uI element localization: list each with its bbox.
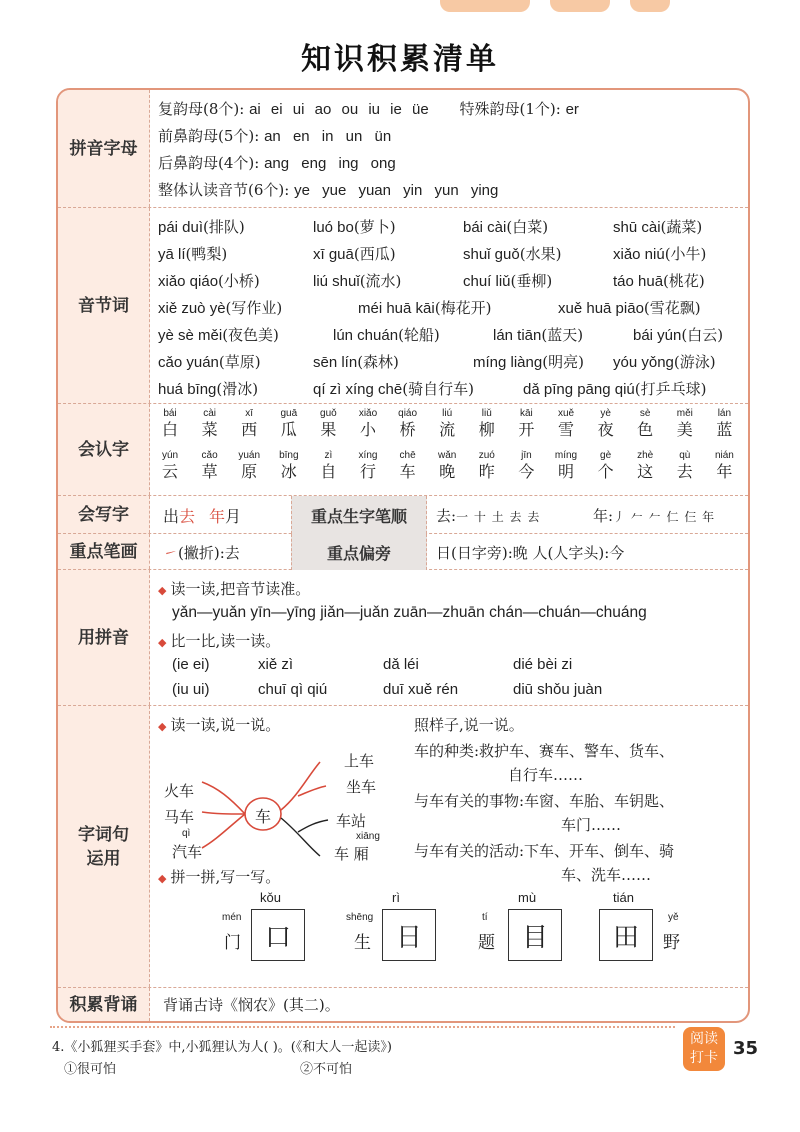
answer-option-1: ①很可怕 (64, 1062, 117, 1077)
char-glyph: 雪 (557, 420, 574, 439)
syllable-word: cǎo yuán(草原) (158, 353, 261, 371)
recognize-char (188, 408, 232, 440)
char-pinyin: tí (482, 912, 488, 923)
mindmap-pinyin: qì (182, 828, 191, 839)
char-pinyin: bīng (279, 450, 299, 461)
line-heading: 复韵母(8个): (158, 100, 245, 118)
char-pinyin: liǔ (481, 408, 492, 419)
syllable-word: shuǐ guǒ(水果) (463, 245, 562, 263)
char-pinyin: zhè (637, 450, 654, 461)
char-pinyin: yuán (238, 450, 261, 461)
recognize-char (584, 408, 628, 440)
char-pinyin: yún (161, 450, 179, 461)
badge-line-2: 打卡 (690, 1050, 718, 1066)
char-pinyin: chē (399, 450, 416, 461)
char-pinyin: qiáo (398, 408, 418, 419)
char-glyph: 原 (241, 462, 258, 481)
char-glyph: 蓝 (716, 420, 733, 439)
char-glyph: 白 (161, 420, 178, 439)
example-line: 与车有关的事物:车窗、车胎、车钥匙、 (414, 792, 675, 810)
example-line: 与车有关的活动:下车、开车、倒车、骑 (414, 842, 675, 860)
tile-pinyin: mù (518, 890, 537, 905)
char-pinyin: guǒ (320, 408, 337, 419)
compare-word: diū shǒu juàn (513, 681, 603, 698)
syllable-word: shū cài(蔬菜) (613, 218, 703, 236)
char-glyph: 个 (597, 462, 614, 481)
given-char: 门 (224, 933, 241, 953)
recognize-char (227, 408, 271, 440)
mindmap-right-word: 上车 (344, 752, 375, 770)
row-key-strokes (58, 534, 748, 570)
syllable-word: xuě huā piāo(雪花飘) (558, 299, 701, 317)
write-tile: 日 (382, 909, 436, 961)
syllable-word: huá bīng(滑冰) (158, 380, 259, 398)
syllable-word: xiě zuò yè(写作业) (158, 299, 283, 317)
row-label: 会认字 (58, 404, 150, 495)
char-glyph: 开 (518, 420, 535, 439)
example-line: 车、洗车…… (561, 866, 652, 884)
recognize-char (623, 450, 667, 482)
recognize-char (386, 450, 430, 482)
line-values: ye yue yuan yin yun ying (294, 182, 499, 199)
task-compare: ◆ 比一比,读一读。 (158, 632, 281, 650)
recognize-char (663, 450, 707, 482)
char-glyph: 草 (201, 462, 218, 481)
char-pinyin: kāi (519, 408, 533, 419)
label-line-1: 字词句 (78, 824, 129, 845)
char-pinyin: gè (600, 450, 612, 461)
row-syllable-words (58, 208, 748, 404)
char-glyph: 昨 (478, 462, 495, 481)
task-read-say: ◆ 读一读,说一说。 (158, 716, 281, 734)
char-glyph: 桥 (399, 420, 416, 439)
syllable-word: méi huā kāi(梅花开) (358, 299, 492, 317)
knowledge-checklist-table (56, 88, 750, 1023)
char-glyph: 夜 (597, 420, 614, 439)
syllable-word: yè sè měi(夜色美) (158, 326, 279, 344)
page-number: 35 (733, 1038, 759, 1059)
char-pinyin: yě (668, 912, 679, 923)
compare-word: xiě zì (258, 656, 294, 673)
recognize-char (267, 408, 311, 440)
char-pinyin: zuó (478, 450, 495, 461)
char-pinyin: liú (442, 408, 453, 419)
compare-word: dǎ léi (383, 656, 419, 673)
char-pinyin: sè (639, 408, 651, 419)
example-line: 自行车…… (508, 766, 584, 784)
char-glyph: 流 (439, 420, 456, 439)
char-glyph: 年 (716, 462, 733, 481)
recognize-char (544, 450, 588, 482)
reading-question: 4.《小狐狸买手套》中,小狐狸认为人( )。(《和大人一起读》) (52, 1040, 392, 1055)
compare-group: (ie ei) (172, 656, 210, 673)
answer-option-2: ②不可怕 (300, 1062, 353, 1077)
nian-stroke-order: 年:丿 𠂉 𠂉 仁 仨 年 (593, 507, 716, 525)
recognize-char (544, 408, 588, 440)
row-label: 音节词 (58, 208, 150, 403)
compare-word: chuī qì qiú (258, 681, 328, 698)
row-label: 重点笔画 (58, 534, 150, 569)
row-label: 拼音字母 (58, 90, 150, 207)
recite-text: 背诵古诗《悯农》(其二)。 (163, 996, 340, 1014)
char-pinyin: nián (714, 450, 734, 461)
line-heading: 后鼻韵母(4个): (158, 154, 260, 172)
char-glyph: 晚 (439, 462, 456, 481)
row-label (58, 706, 150, 987)
page-title: 知识积累清单 (301, 42, 499, 77)
qu-stroke-order: 去:一 十 土 去 去 (436, 507, 541, 525)
char-glyph: 小 (359, 420, 376, 439)
syllable-word: dǎ pīng pāng qiú(打乒乓球) (523, 380, 707, 398)
char-pinyin: jīn (521, 450, 532, 461)
syllable-word: qí zì xíng chē(骑自行车) (313, 380, 474, 398)
syllable-word: yā lí(鸭梨) (158, 245, 228, 263)
task-spell-write: ◆ 拼一拼,写一写。 (158, 868, 281, 886)
char-glyph: 美 (676, 420, 693, 439)
row-label: 积累背诵 (58, 988, 150, 1021)
reading-checkin-badge (683, 1027, 725, 1071)
mindmap-right-word: 车 厢 (334, 845, 369, 863)
line-values: ai ei ui ao ou iu ie üe (249, 101, 429, 118)
char-glyph: 自 (320, 462, 337, 481)
syllable-word: luó bo(萝卜) (313, 218, 396, 236)
recognize-char (346, 408, 390, 440)
char-glyph: 行 (359, 462, 376, 481)
char-glyph: 今 (518, 462, 535, 481)
task-read-syllables: ◆ 读一读,把音节读准。 (158, 580, 311, 598)
char-pinyin: xiǎo (358, 408, 378, 419)
char-pinyin: guā (280, 408, 298, 419)
syllable-word: míng liàng(明亮) (473, 353, 584, 371)
syllable-word: táo huā(桃花) (613, 272, 705, 290)
mindmap-pinyin: xiāng (356, 831, 380, 842)
char-pinyin: bái (163, 408, 177, 419)
recognize-char (346, 450, 390, 482)
write-chars: 出去 年月 (163, 507, 242, 526)
compare-group: (iu ui) (172, 681, 210, 698)
recognize-char (386, 408, 430, 440)
footer-divider (50, 1026, 675, 1028)
row-recite (58, 988, 748, 1021)
pinyin-line-4 (158, 179, 498, 200)
recognize-char (504, 450, 548, 482)
row-label: 用拼音 (58, 570, 150, 705)
row-pinyin-letters (58, 90, 748, 208)
recognize-char (663, 408, 707, 440)
char-pinyin: lán (717, 408, 732, 419)
line-values: an en in un ün (264, 128, 392, 145)
char-glyph: 云 (161, 462, 178, 481)
label-line-2: 运用 (86, 848, 121, 869)
recognize-char (425, 408, 469, 440)
line-values: ang eng ing ong (264, 155, 396, 172)
compare-word: duī xuě rén (383, 681, 459, 698)
task-follow-example: 照样子,说一说。 (414, 716, 524, 734)
syllable-word: liú shuǐ(流水) (313, 272, 402, 290)
given-char: 题 (478, 933, 495, 953)
mindmap-left-word: 火车 (164, 782, 195, 800)
write-tile: 田 (599, 909, 653, 961)
line-heading: 整体认读音节(6个): (158, 181, 290, 199)
write-tile: 目 (508, 909, 562, 961)
char-glyph: 西 (241, 420, 258, 439)
syllable-word: lún chuán(轮船) (333, 326, 440, 344)
recognize-char (306, 450, 350, 482)
char-glyph: 色 (637, 420, 654, 439)
recognize-char (188, 450, 232, 482)
write-tile: 口 (251, 909, 305, 961)
char-glyph: 菜 (201, 420, 218, 439)
char-glyph: 车 (399, 462, 416, 481)
recognize-char (227, 450, 271, 482)
syllable-word: bái cài(白菜) (463, 218, 549, 236)
char-glyph: 明 (557, 462, 574, 481)
badge-line-1: 阅读 (690, 1031, 718, 1047)
line-heading: 特殊韵母(1个): (459, 100, 561, 118)
syllable-word: yóu yǒng(游泳) (613, 353, 716, 371)
pinyin-line-1 (158, 98, 579, 119)
row-label: 会写字 (58, 496, 150, 533)
tile-pinyin: kǒu (260, 890, 281, 905)
recognize-char (267, 450, 311, 482)
key-radical-items: 日(日字旁):晚 人(人字头):今 (436, 544, 625, 562)
recognize-char (702, 408, 746, 440)
char-pinyin: mén (222, 912, 242, 923)
syllable-word: bái yún(白云) (633, 326, 724, 344)
syllable-word: xiǎo qiáo(小桥) (158, 272, 260, 290)
mindmap-left-word: 马车 (164, 808, 195, 826)
char-pinyin: míng (554, 450, 578, 461)
key-radical-title: 重点偏旁 (291, 534, 427, 570)
compare-word: dié bèi zi (513, 656, 573, 673)
char-glyph: 冰 (280, 462, 297, 481)
recognize-char (584, 450, 628, 482)
given-char: 野 (663, 933, 680, 953)
pinyin-line-2 (158, 125, 391, 146)
char-pinyin: qù (679, 450, 691, 461)
syllable-word: xiǎo niú(小牛) (613, 245, 707, 263)
char-pinyin: měi (676, 408, 693, 419)
tile-pinyin: rì (392, 890, 400, 905)
char-pinyin: cǎo (201, 450, 218, 461)
row-recognize-chars (58, 404, 748, 496)
char-pinyin: yè (600, 408, 611, 419)
char-pinyin: shēng (346, 912, 374, 923)
syllable-word: xī guā(西瓜) (313, 245, 396, 263)
recognize-char (702, 450, 746, 482)
row-use-pinyin (58, 570, 748, 706)
stroke-order-title: 重点生字笔顺 (291, 496, 427, 534)
key-stroke-item: ㇀(撇折):去 (163, 544, 240, 562)
recognize-char (465, 408, 509, 440)
recognize-char (148, 450, 192, 482)
recognize-char (504, 408, 548, 440)
example-line: 车的种类:救护车、赛车、警车、货车、 (414, 742, 675, 760)
syllable-word: chuí liǔ(垂柳) (463, 272, 553, 290)
line-heading: 前鼻韵母(5个): (158, 127, 260, 145)
mindmap-right-word: 坐车 (346, 778, 377, 796)
line-values: er (565, 101, 579, 118)
example-line: 车门…… (561, 816, 622, 834)
recognize-char (623, 408, 667, 440)
char-pinyin: wǎn (438, 450, 457, 461)
char-glyph: 这 (637, 462, 654, 481)
mindmap-left-word: 汽车 (172, 843, 203, 861)
mindmap-right-word: 车站 (336, 812, 367, 830)
char-pinyin: xíng (358, 450, 378, 461)
char-pinyin: xī (245, 408, 254, 419)
syllable-word: lán tiān(蓝天) (493, 326, 584, 344)
top-decoration (430, 0, 670, 14)
char-pinyin: xuě (557, 408, 575, 419)
given-char: 生 (354, 933, 371, 953)
mindmap-center: 车 (255, 807, 272, 826)
char-glyph: 果 (320, 420, 337, 439)
row-word-usage (58, 706, 748, 988)
syllable-word: sēn lín(森林) (313, 353, 399, 371)
char-pinyin: zì (324, 450, 333, 461)
tile-pinyin: tián (613, 890, 634, 905)
char-glyph: 去 (676, 462, 693, 481)
pinyin-line-3 (158, 152, 396, 173)
recognize-char (148, 408, 192, 440)
syllable-word: pái duì(排队) (158, 218, 245, 236)
char-pinyin: cài (203, 408, 216, 419)
recognize-char (306, 408, 350, 440)
char-glyph: 柳 (478, 420, 495, 439)
char-glyph: 瓜 (280, 420, 297, 439)
syllable-pairs: yǎn—yuǎn yīn—yīng jiǎn—juǎn zuān—zhuān chán—chuán—chuáng (172, 604, 647, 621)
row-write-chars (58, 496, 748, 534)
recognize-char (425, 450, 469, 482)
recognize-char (465, 450, 509, 482)
